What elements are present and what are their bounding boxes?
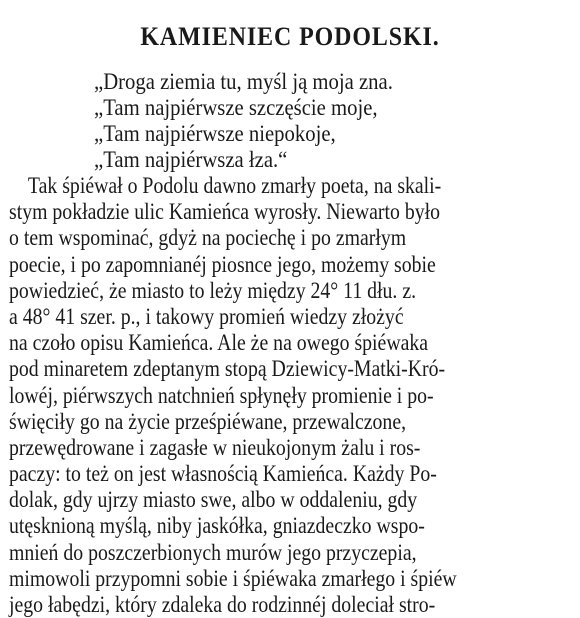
paragraph-line: utęsknioną myślą, niby jaskółka, gniazdeczko wspo-	[9, 513, 425, 539]
paragraph-line: powiedzieć, że miasto to leży między 24° 11 dłu. z.	[9, 277, 417, 303]
paragraph-line: stym pokładzie ulic Kamieńca wyrosły. Niewarto było	[9, 199, 441, 225]
verse-quote	[94, 69, 564, 173]
paragraph-line: przewędrowane i zagasłe w nieukojonym żalu i ros-	[9, 434, 421, 460]
paragraph-line: pod minaretem zdeptanym stopą Dziewicy-Matki-Kró-	[9, 356, 446, 382]
paragraph-line: dolak, gdy ujrzy miasto swe, albo w oddaleniu, gdy	[9, 487, 418, 513]
paragraph-line: święciły go na życie prześpiéwane, przewalczone,	[9, 408, 407, 434]
verse-line: „Droga ziemia tu, myśl ją moja zna.	[94, 69, 393, 94]
paragraph-line: mnień do poszczerbionych murów jego przyczepia,	[9, 539, 417, 565]
article-title: KAMIENIEC PODOLSKI.	[140, 22, 440, 51]
verse-line: „Tam najpiérwsze niepokoje,	[94, 121, 336, 146]
paragraph-line: mimowoli przypomni sobie i śpiéwaka zmarłego i śpiéw	[9, 565, 457, 591]
body-paragraph	[9, 173, 569, 618]
paragraph-line: Tak śpiéwał o Podolu dawno zmarły poeta, na skali-	[27, 173, 442, 198]
paragraph-line: a 48° 41 szer. p., i takowy promień wiedzy złożyć	[9, 303, 404, 329]
paragraph-line: na czoło opisu Kamieńca. Ale że na owego śpiéwaka	[9, 330, 429, 356]
verse-line: „Tam najpiérwsza łza.“	[94, 147, 288, 172]
verse-line: „Tam najpiérwsze szczęście moje,	[94, 95, 378, 120]
paragraph-line: o tem wspominać, gdyż na pociechę i po zmarłym	[9, 225, 407, 251]
paragraph-line: poecie, i po zapomnianéj piosnce jego, możemy sobie	[9, 251, 436, 277]
paragraph-line: lowéj, piérwszych natchnień spłynęły promienie i po-	[9, 382, 434, 408]
paragraph-line: paczy: to też on jest własnością Kamieńca. Każdy Po-	[9, 461, 437, 487]
paragraph-line: jego łabędzi, który zdaleka do rodzinnéj doleciał stro-	[9, 592, 436, 617]
